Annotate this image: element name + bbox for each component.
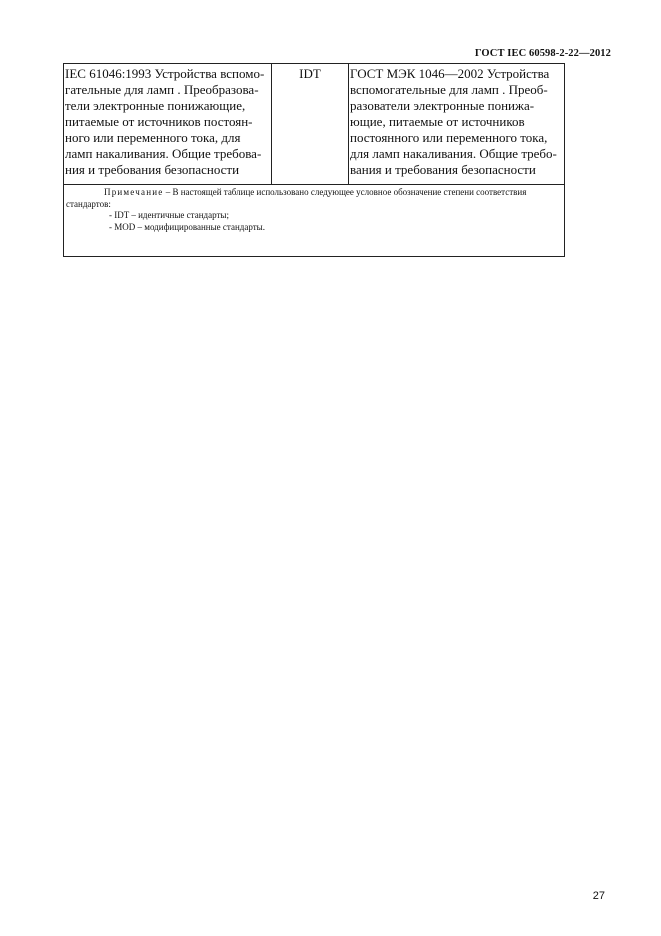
standards-correspondence-table [63, 63, 565, 257]
text-line: гательные для ламп . Преобразова- [65, 82, 259, 97]
text-line: питаемые от источников постоян- [65, 114, 253, 129]
note-label: Примечание [104, 187, 164, 197]
degree-of-correspondence: IDT [299, 66, 321, 81]
text-line: ния и требования безопасности [65, 162, 240, 177]
text-line: ного или переменного тока, для [65, 130, 241, 145]
text-line: разователи электронные понижа- [350, 98, 535, 113]
table-note-row [64, 185, 565, 257]
note-cell [64, 185, 565, 257]
degree-cell [272, 64, 349, 185]
international-standard-cell [64, 64, 272, 185]
page-number: 27 [592, 890, 605, 902]
table-note [66, 187, 562, 233]
table-row [64, 64, 565, 185]
text-line: ламп накаливания. Общие требова- [65, 146, 262, 161]
note-text: – В настоящей таблице использовано следующее условное обозначение степени соответствия стандартов: [66, 187, 527, 209]
note-list-item: - IDT – идентичные стандарты; [109, 210, 229, 220]
text-line: постоянного или переменного тока, [350, 130, 548, 145]
text-line: IEC 61046:1993 Устройства вспомо- [65, 66, 265, 81]
national-standard-cell [349, 64, 565, 185]
text-line: тели электронные понижающие, [65, 98, 246, 113]
document-code-header: ГОСТ IEC 60598-2-22—2012 [474, 48, 611, 59]
text-line: вания и требования безопасности [350, 162, 536, 177]
text-line: ГОСТ МЭК 1046—2002 Устройства [350, 66, 550, 81]
text-line: ющие, питаемые от источников [350, 114, 525, 129]
note-list-item: - MOD – модифицированные стандарты. [109, 221, 265, 232]
note-paragraph [66, 187, 562, 210]
text-line: для ламп накаливания. Общие требо- [350, 146, 557, 161]
international-standard-text [65, 66, 269, 178]
national-standard-text [350, 66, 562, 178]
text-line: вспомогательные для ламп . Преоб- [350, 82, 548, 97]
